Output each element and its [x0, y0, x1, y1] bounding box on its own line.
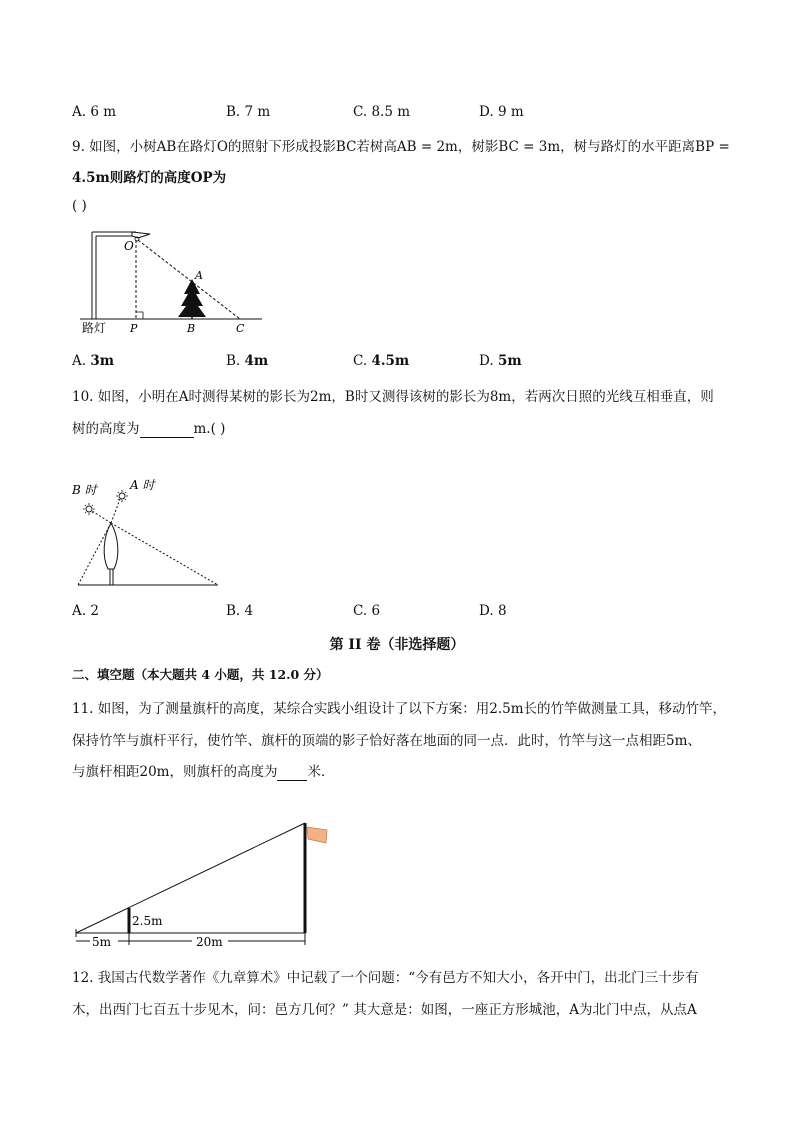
- sun-b-icon: [83, 503, 95, 515]
- label-b-time: B 时: [72, 483, 97, 497]
- shadow-ray: [76, 823, 305, 933]
- tree-icon: [178, 279, 206, 319]
- q12-stem-line2: 木，出西门七百五十步见木，问：邑方几何？” 其大意是：如图，一座正方形城池，A为北门中点，从点A: [72, 1002, 697, 1018]
- ray-to-sun-a: [111, 499, 120, 523]
- q9-option-d[interactable]: D. 5m: [479, 353, 522, 369]
- sun-a-icon: [116, 490, 128, 502]
- q9-option-a[interactable]: A. 3m: [72, 353, 115, 369]
- label-b: B: [187, 322, 196, 335]
- q9-figure: [74, 222, 274, 338]
- label-lamp: 路灯: [82, 321, 107, 335]
- q11-answer-blank[interactable]: [277, 764, 307, 781]
- q9-stem-line2: 4.5m则路灯的高度OP为: [72, 170, 227, 186]
- ray-to-sun-b: [92, 511, 111, 523]
- label-a: A: [195, 269, 203, 282]
- q11-figure: [70, 815, 340, 955]
- q10-option-a[interactable]: A. 2: [72, 603, 99, 619]
- label-pole-height: 2.5m: [132, 914, 163, 928]
- q9-option-c[interactable]: C. 4.5m: [353, 353, 410, 369]
- q10-option-d[interactable]: D. 8: [479, 603, 507, 619]
- label-o: O: [124, 239, 134, 253]
- q8-option-a[interactable]: A. 6 m: [72, 104, 117, 120]
- q10-figure: [70, 475, 230, 590]
- label-p: P: [130, 322, 138, 335]
- q9-bracket: ( ): [72, 198, 87, 214]
- lamp-head-icon: [132, 232, 150, 238]
- ray-b-shadow: [111, 523, 218, 585]
- q10-answer-blank[interactable]: [140, 421, 194, 438]
- section-subtitle: 二、填空题（本大题共 4 小题，共 12.0 分）: [72, 667, 329, 682]
- section-title: 第 II 卷（非选择题）: [329, 637, 465, 653]
- q10-option-c[interactable]: C. 6: [353, 603, 381, 619]
- label-20m: 20m: [196, 935, 223, 949]
- flag-icon: [307, 827, 327, 843]
- q11-stem-line1: 11. 如图，为了测量旗杆的高度，某综合实践小组设计了以下方案：用2.5m长的竹竿做测量工具，移动竹竿，: [72, 701, 727, 717]
- q8-option-c[interactable]: C. 8.5 m: [353, 104, 410, 120]
- label-5m: 5m: [92, 935, 112, 949]
- label-c: C: [236, 322, 245, 335]
- label-a-time: A 时: [130, 478, 155, 492]
- q8-option-d[interactable]: D. 9 m: [479, 104, 524, 120]
- right-angle-mark: [136, 312, 143, 319]
- q8-option-b[interactable]: B. 7 m: [226, 104, 271, 120]
- q9-stem-line1: 9. 如图，小树AB在路灯O的照射下形成投影BC若树高AB = 2m，树影BC = 3m，树与路灯的水平距离BP =: [72, 139, 730, 155]
- q12-stem-line1: 12. 我国古代数学著作《九章算术》中记载了一个问题：“今有邑方不知大小，各开中门，出北门三十步有: [72, 970, 699, 986]
- q9-option-b[interactable]: B. 4m: [226, 353, 269, 369]
- tree-icon: [104, 523, 118, 585]
- q10-stem-line1: 10. 如图，小明在A时测得某树的影长为2m，B时又测得该树的影长为8m，若两次日照的光线互相垂直，则: [72, 389, 714, 405]
- q10-stem-line2: 树的高度为 m.( ): [72, 421, 226, 437]
- q11-stem-line3: 与旗杆相距20m，则旗杆的高度为 米．: [72, 764, 335, 780]
- q10-option-b[interactable]: B. 4: [226, 603, 254, 619]
- q11-stem-line2: 保持竹竿与旗杆平行，使竹竿、旗杆的顶端的影子恰好落在地面的同一点．此时，竹竿与这一点相距5m、: [72, 733, 701, 749]
